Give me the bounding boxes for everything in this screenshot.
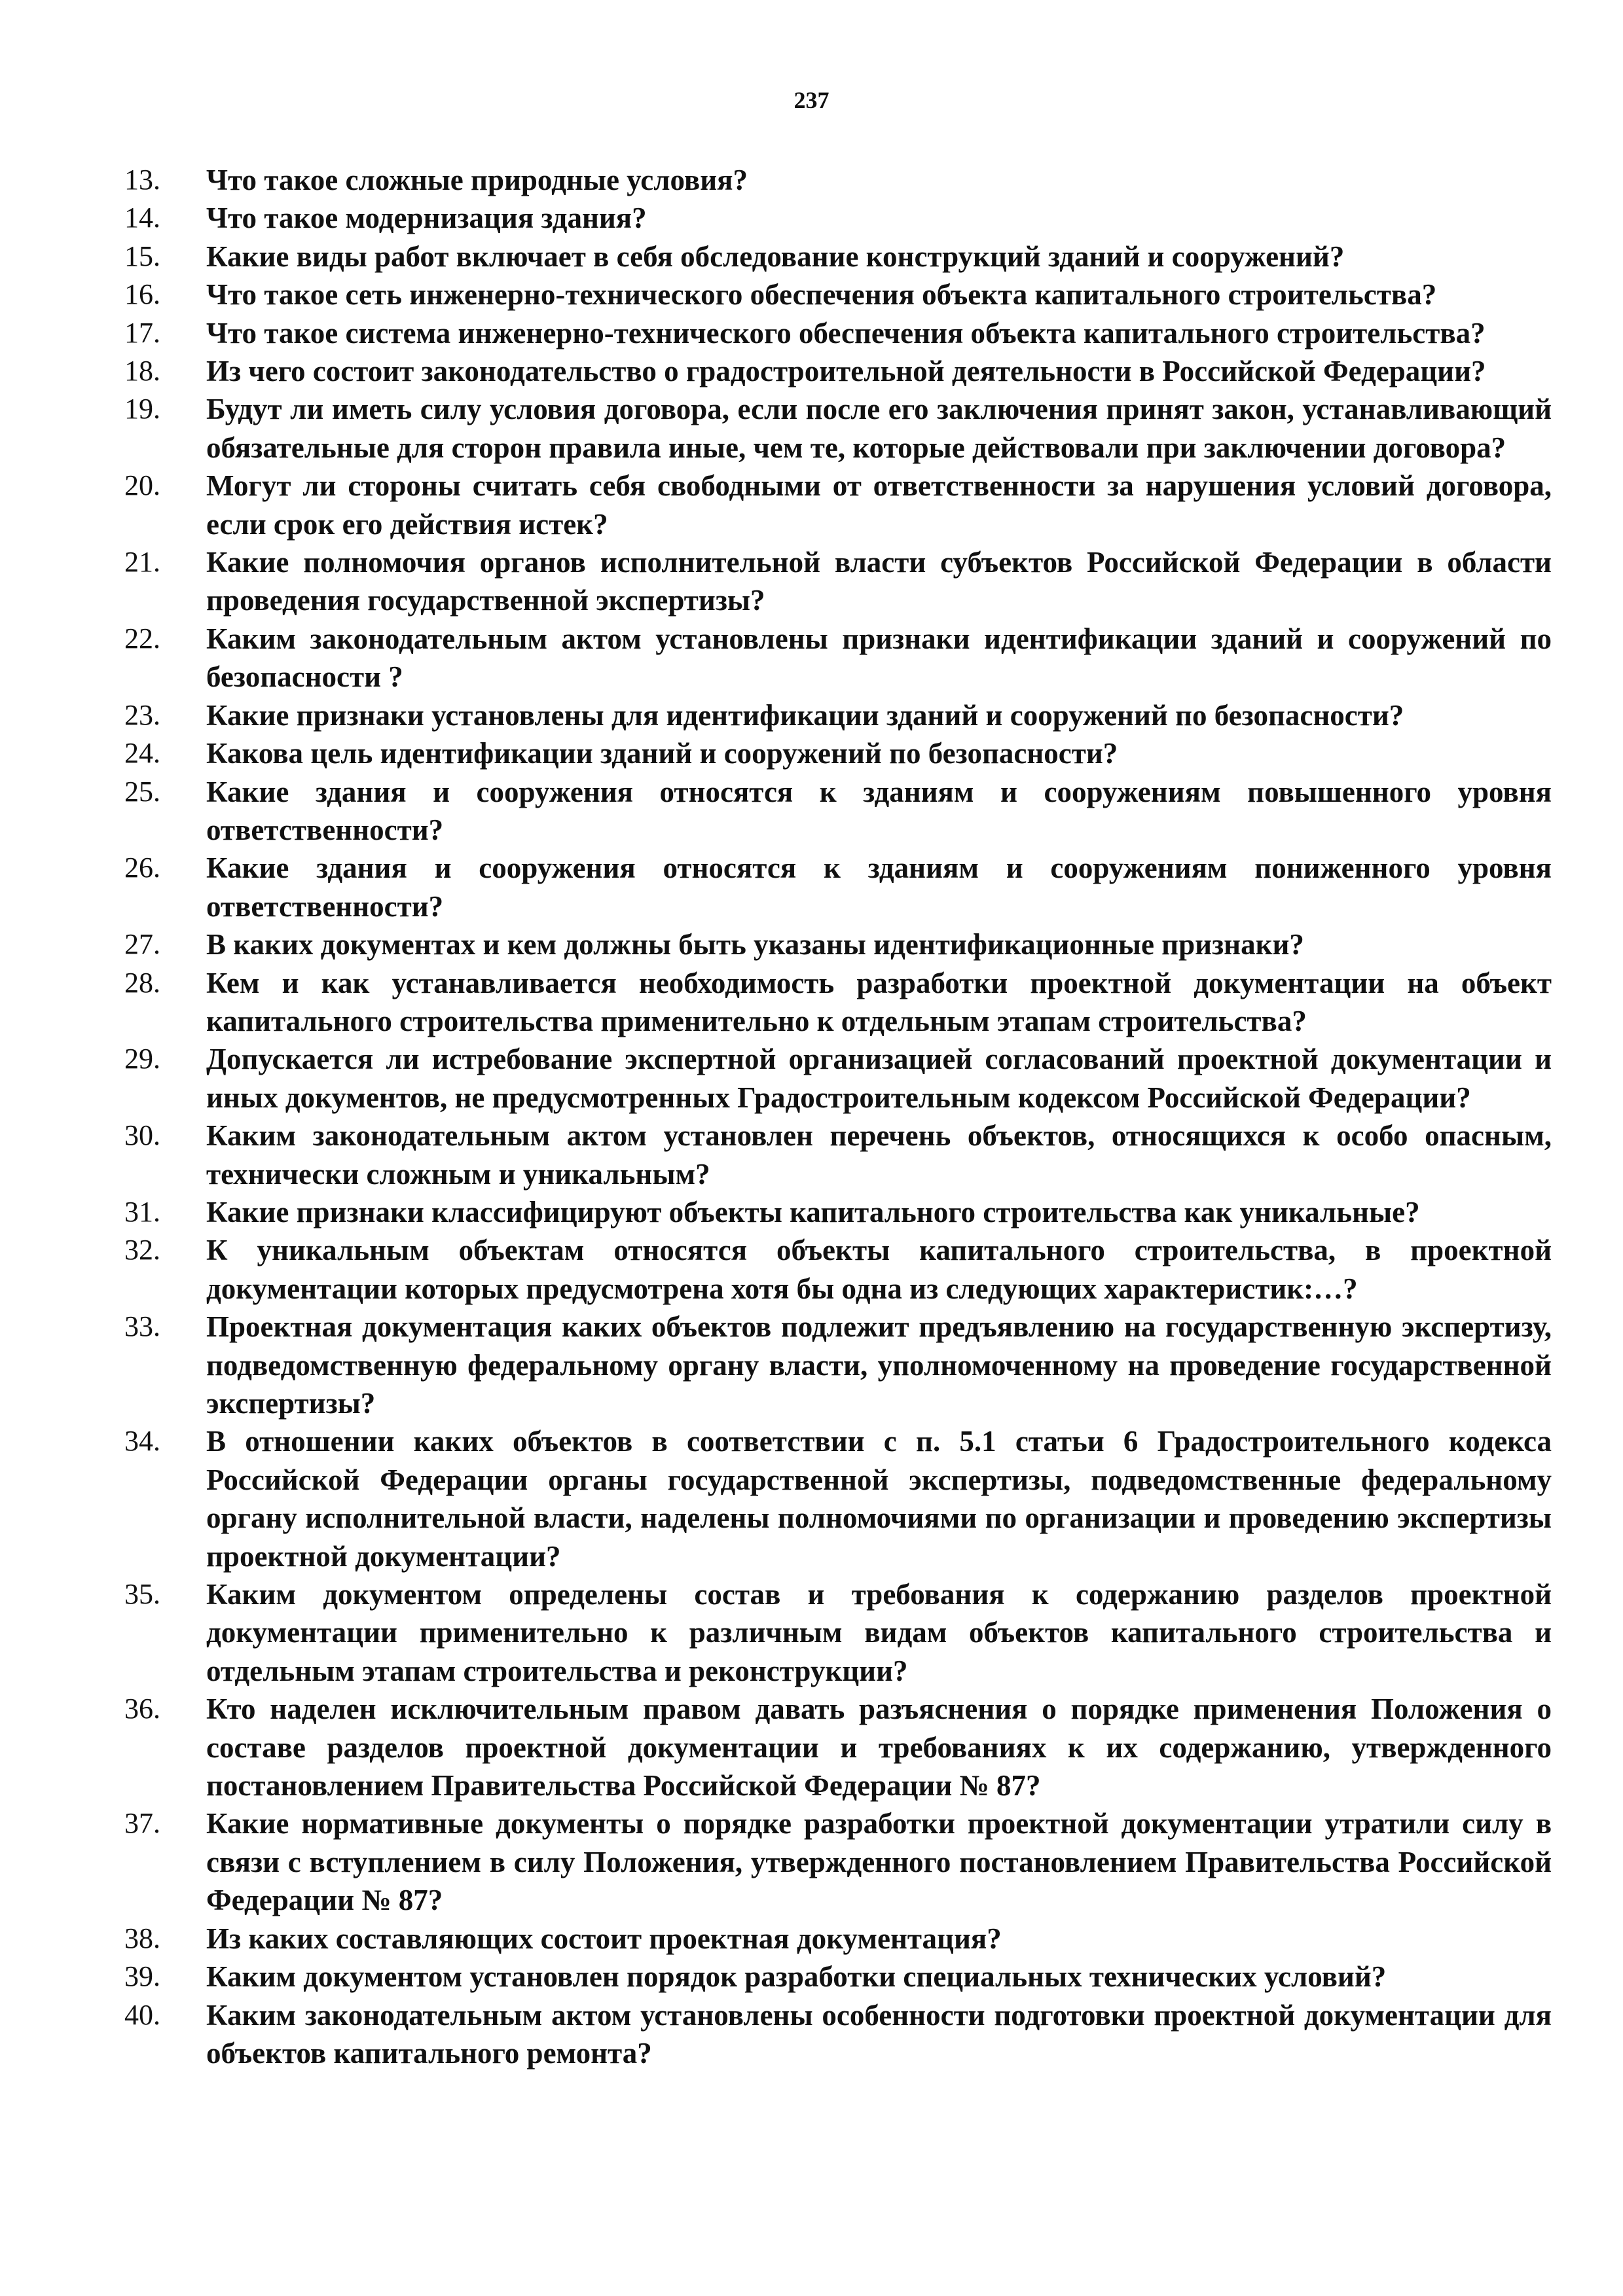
question-item xyxy=(124,1804,1552,1919)
question-number: 19. xyxy=(124,393,160,425)
question-text: Какие полномочия органов исполнительной власти субъектов Российской Федерации в области проведения государственной экспертизы? xyxy=(206,546,1552,617)
question-item xyxy=(124,1422,1552,1575)
question-number: 38. xyxy=(124,1922,160,1954)
question-item xyxy=(124,199,1552,237)
question-number: 23. xyxy=(124,698,160,731)
question-text: Какие здания и сооружения относятся к зданиям и сооружениям пониженного уровня ответственности? xyxy=(206,852,1552,923)
question-item xyxy=(124,1920,1552,1958)
question-number: 34. xyxy=(124,1425,160,1458)
question-text: Каким документом установлен порядок разработки специальных технических условий? xyxy=(206,1960,1387,1994)
question-item xyxy=(124,314,1552,352)
question-number: 24. xyxy=(124,737,160,770)
question-text: К уникальным объектам относятся объекты капитального строительства, в проектной документации которых предусмотрена хотя бы одна из следующих характеристик:…? xyxy=(206,1234,1552,1305)
question-item xyxy=(124,1690,1552,1804)
question-number: 28. xyxy=(124,966,160,999)
question-item xyxy=(124,1308,1552,1422)
question-item xyxy=(124,390,1552,467)
question-item xyxy=(124,352,1552,390)
question-text: Из каких составляющих состоит проектная документация? xyxy=(206,1922,1002,1955)
question-list xyxy=(124,161,1552,2072)
question-item xyxy=(124,1996,1552,2073)
question-number: 26. xyxy=(124,852,160,884)
question-item xyxy=(124,964,1552,1041)
question-text: Что такое система инженерно-технического обеспечения объекта капитального строительства? xyxy=(206,316,1486,350)
question-text: Что такое сложные природные условия? xyxy=(206,164,748,196)
question-item xyxy=(124,1117,1552,1193)
question-text: Какова цель идентификации зданий и сооружений по безопасности? xyxy=(206,737,1118,770)
question-number: 29. xyxy=(124,1043,160,1075)
question-text: Каким законодательным актом установлены особенности подготовки проектной документации для объектов капитального ремонта? xyxy=(206,1998,1552,2070)
question-number: 18. xyxy=(124,355,160,387)
question-number: 16. xyxy=(124,278,160,311)
question-text: Будут ли иметь силу условия договора, если после его заключения принят закон, устанавливающий обязательные для сторон правила иные, чем те, которые действовали при заключении договора? xyxy=(206,393,1552,464)
question-number: 37. xyxy=(124,1807,160,1840)
question-number: 14. xyxy=(124,202,160,234)
question-number: 25. xyxy=(124,775,160,808)
question-item xyxy=(124,734,1552,772)
question-number: 40. xyxy=(124,1998,160,2031)
question-number: 13. xyxy=(124,164,160,196)
question-item xyxy=(124,543,1552,620)
question-item xyxy=(124,1193,1552,1231)
question-item xyxy=(124,467,1552,543)
question-number: 35. xyxy=(124,1578,160,1611)
question-text: В каких документах и кем должны быть указаны идентификационные признаки? xyxy=(206,928,1304,961)
question-item xyxy=(124,276,1552,314)
question-text: Могут ли стороны считать себя свободными от ответственности за нарушения условий договора, если срок его действия истек? xyxy=(206,469,1552,541)
question-number: 20. xyxy=(124,469,160,502)
question-text: В отношении каких объектов в соответствии с п. 5.1 статьи 6 Градостроительного кодекса Российской Федерации органы государственной экспертизы, подведомственные федеральному органу исполнительной власти, наделены полномочиями по организации и проведению экспертизы проектной документации? xyxy=(206,1425,1552,1573)
question-number: 30. xyxy=(124,1119,160,1152)
question-item xyxy=(124,238,1552,276)
question-number: 33. xyxy=(124,1310,160,1343)
question-text: Каким законодательным актом установлены признаки идентификации зданий и сооружений по безопасности ? xyxy=(206,622,1552,694)
question-number: 22. xyxy=(124,622,160,655)
question-item xyxy=(124,161,1552,199)
question-text: Кто наделен исключительным правом давать разъяснения о порядке применения Положения о составе разделов проектной документации и требованиях к их содержанию, утвержденного постановлением Правительства Российской Федерации № 87? xyxy=(206,1693,1552,1803)
question-number: 31. xyxy=(124,1195,160,1228)
question-number: 21. xyxy=(124,546,160,579)
question-item xyxy=(124,1958,1552,1996)
question-number: 15. xyxy=(124,240,160,272)
question-text: Какие признаки установлены для идентификации зданий и сооружений по безопасности? xyxy=(206,698,1404,732)
question-text: Из чего состоит законодательство о градостроительной деятельности в Российской Федерации? xyxy=(206,355,1486,388)
question-item xyxy=(124,620,1552,696)
question-text: Допускается ли истребование экспертной организацией согласований проектной документации и иных документов, не предусмотренных Градостроительным кодексом Российской Федерации? xyxy=(206,1043,1552,1114)
question-text: Каким законодательным актом установлен перечень объектов, относящихся к особо опасным, технически сложным и уникальным? xyxy=(206,1119,1552,1191)
question-number: 17. xyxy=(124,316,160,349)
page-number: 237 xyxy=(793,87,830,113)
question-number: 39. xyxy=(124,1960,160,1993)
question-item xyxy=(124,1575,1552,1690)
question-text: Что такое модернизация здания? xyxy=(206,202,647,235)
question-number: 27. xyxy=(124,928,160,961)
question-text: Проектная документация каких объектов подлежит предъявлению на государственную экспертизу, подведомственную федеральному органу власти, уполномоченному на проведение государственной экспертизы? xyxy=(206,1310,1552,1420)
question-number: 32. xyxy=(124,1234,160,1266)
question-item xyxy=(124,1231,1552,1308)
question-text: Какие виды работ включает в себя обследование конструкций зданий и сооружений? xyxy=(206,240,1345,273)
question-text: Какие нормативные документы о порядке разработки проектной документации утратили силу в связи с вступлением в силу Положения, утвержденного постановлением Правительства Российской Федерации № 87? xyxy=(206,1807,1552,1917)
question-text: Какие признаки классифицируют объекты капитального строительства как уникальные? xyxy=(206,1195,1420,1229)
question-number: 36. xyxy=(124,1693,160,1725)
question-item xyxy=(124,773,1552,850)
question-item xyxy=(124,849,1552,925)
question-item xyxy=(124,696,1552,734)
question-text: Что такое сеть инженерно-технического обеспечения объекта капитального строительства? xyxy=(206,278,1437,312)
question-item xyxy=(124,1040,1552,1117)
question-text: Кем и как устанавливается необходимость разработки проектной документации на объект капитального строительства применительно к отдельным этапам строительства? xyxy=(206,966,1552,1037)
question-item xyxy=(124,925,1552,963)
question-text: Какие здания и сооружения относятся к зданиям и сооружениям повышенного уровня ответственности? xyxy=(206,775,1552,846)
question-text: Каким документом определены состав и требования к содержанию разделов проектной документации применительно к различным видам объектов капитального строительства и отдельным этапам строительства и реконструкции? xyxy=(206,1578,1552,1687)
